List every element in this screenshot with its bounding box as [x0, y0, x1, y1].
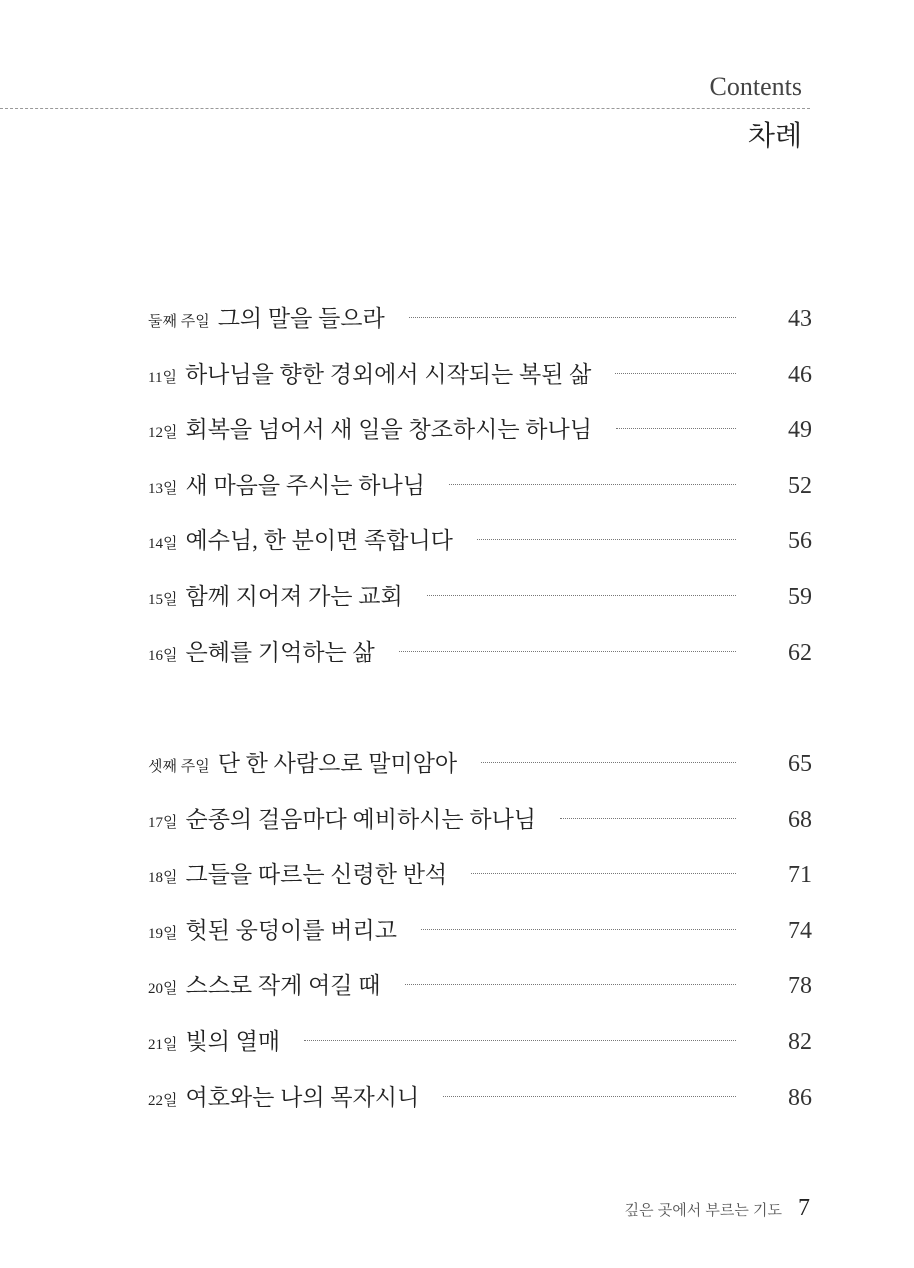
entry-title: 회복을 넘어서 새 일을 창조하시는 하나님: [185, 417, 592, 443]
dotted-leader: [304, 1040, 736, 1041]
entry-day-label: 16일: [148, 647, 178, 664]
entry-day-label: 19일: [148, 925, 178, 942]
dotted-leader: [443, 1096, 736, 1097]
entry-title: 단 한 사람으로 말미암아: [217, 751, 458, 776]
entry-page-number: 52: [788, 472, 812, 499]
entry-page-number: 46: [788, 361, 812, 388]
dotted-leader: [615, 373, 736, 374]
entry-title: 스스로 작게 여길 때: [185, 973, 381, 999]
contents-heading-en: Contents: [709, 72, 802, 101]
entry-title: 여호와는 나의 목자시니: [185, 1084, 420, 1110]
entry-day-label: 13일: [148, 480, 178, 497]
dotted-leader: [427, 595, 736, 596]
toc-entry[interactable]: [148, 1079, 812, 1135]
entry-title: 함께 지어져 가는 교회: [185, 583, 403, 609]
entry-page-number: 71: [788, 862, 812, 889]
entry-title: 하나님을 향한 경외에서 시작되는 복된 삶: [184, 361, 592, 387]
entry-day-label: 18일: [148, 870, 178, 887]
dotted-leader: [471, 873, 736, 874]
dotted-leader: [409, 317, 736, 318]
toc-entry[interactable]: [148, 578, 812, 634]
entry-day-label: 17일: [148, 814, 178, 831]
dotted-leader: [560, 818, 736, 819]
entry-page-number: 49: [788, 417, 812, 444]
entry-page-number: 82: [788, 1028, 812, 1055]
toc-entry[interactable]: [148, 411, 812, 467]
entry-day-label: 21일: [148, 1036, 178, 1053]
dotted-leader: [616, 428, 736, 429]
entry-page-number: 86: [788, 1084, 812, 1111]
entry-day-label: 15일: [148, 591, 178, 608]
toc-entry[interactable]: [148, 467, 812, 523]
entry-page-number: 59: [788, 583, 812, 610]
book-title: 깊은 곳에서 부르는 기도: [624, 1202, 782, 1219]
toc-entry[interactable]: [148, 967, 812, 1023]
toc-section-week-3: [148, 745, 812, 1134]
entry-page-number: 62: [788, 639, 812, 666]
toc-entry[interactable]: [148, 522, 812, 578]
entry-day-label: 22일: [148, 1092, 178, 1109]
header-divider: [0, 108, 810, 109]
entry-title: 그의 말을 들으라: [217, 306, 385, 331]
entry-day-label: 20일: [148, 981, 178, 998]
contents-heading-ko: 차례: [747, 121, 802, 152]
entry-page-number: 65: [788, 751, 812, 777]
entry-day-label: 둘째 주일: [148, 314, 210, 330]
dotted-leader: [477, 539, 736, 540]
entry-day-label: 11일: [148, 369, 177, 386]
toc-entry[interactable]: [148, 300, 812, 356]
entry-title: 헛된 웅덩이를 버리고: [185, 917, 397, 943]
toc-entry[interactable]: [148, 356, 812, 412]
dotted-leader: [449, 484, 736, 485]
page-number: 7: [798, 1195, 810, 1221]
entry-page-number: 43: [788, 306, 812, 332]
entry-page-number: 74: [788, 917, 812, 944]
toc-entry[interactable]: [148, 912, 812, 968]
entry-page-number: 68: [788, 806, 812, 833]
dotted-leader: [481, 762, 736, 763]
entry-title: 은혜를 기억하는 삶: [185, 639, 375, 665]
dotted-leader: [405, 984, 737, 985]
entry-day-label: 셋째 주일: [148, 759, 210, 775]
entry-day-label: 14일: [148, 536, 178, 553]
dotted-leader: [421, 929, 736, 930]
dotted-leader: [399, 651, 736, 652]
entry-title: 그들을 따르는 신령한 반석: [185, 862, 448, 888]
entry-page-number: 78: [788, 973, 812, 1000]
toc-entry[interactable]: [148, 801, 812, 857]
toc-section-week-2: [148, 300, 812, 689]
entry-day-label: 12일: [148, 425, 178, 442]
entry-title: 예수님, 한 분이면 족합니다: [185, 528, 453, 554]
page-footer: [625, 1195, 810, 1222]
entry-page-number: 56: [788, 528, 812, 555]
toc-entry[interactable]: [148, 634, 812, 690]
toc-entry[interactable]: [148, 1023, 812, 1079]
entry-title: 빛의 열매: [185, 1028, 281, 1054]
entry-title: 새 마음을 주시는 하나님: [185, 472, 425, 498]
toc-entry[interactable]: [148, 745, 812, 801]
toc-entry[interactable]: [148, 856, 812, 912]
entry-title: 순종의 걸음마다 예비하시는 하나님: [185, 806, 537, 832]
